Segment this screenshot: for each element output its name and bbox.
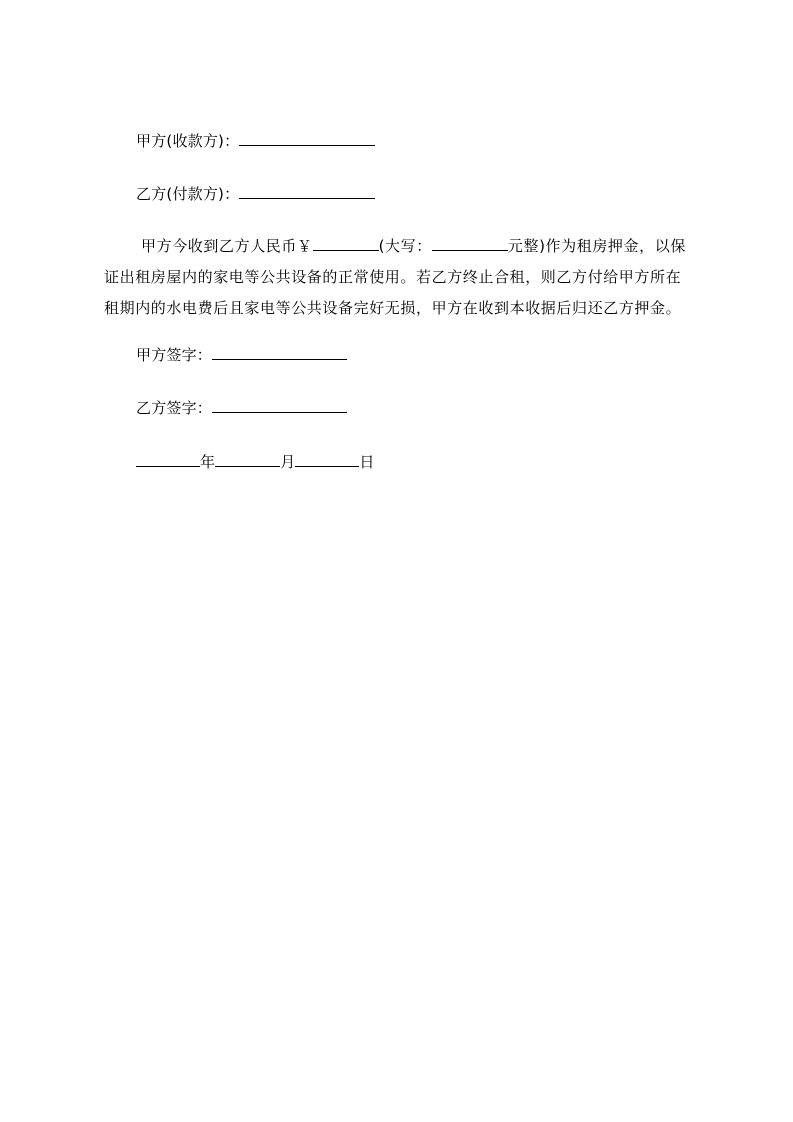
- day-label: 日: [359, 453, 375, 471]
- party-b-payer-label: 乙方(付款方)：: [136, 185, 240, 203]
- date-line: [136, 452, 375, 472]
- day-blank[interactable]: [295, 452, 359, 467]
- party-a-payee-blank[interactable]: [239, 131, 375, 146]
- party-a-payee-label: 甲方(收款方)：: [136, 132, 240, 150]
- body-text-1: 甲方今收到乙方人民币￥: [141, 237, 313, 255]
- signature-b-label: 乙方签字：: [136, 399, 213, 417]
- party-b-payer-line: [136, 184, 375, 204]
- signature-a-line: [136, 345, 347, 365]
- party-a-payee-line: [136, 131, 375, 151]
- amount-words-blank[interactable]: [432, 236, 508, 251]
- receipt-body-paragraph: [104, 231, 694, 324]
- month-label: 月: [280, 453, 296, 471]
- body-text-3: 元整)作为租房押金，以保证出租房屋内的家电等公共设备的正常使用。若乙方终止合租，则乙方付给甲方所在租期内的水电费后且家电等公共设备完好无损，甲方在收到本收据后归还乙方押金。: [104, 237, 686, 317]
- signature-a-label: 甲方签字：: [136, 346, 213, 364]
- signature-a-blank[interactable]: [212, 345, 347, 360]
- year-blank[interactable]: [136, 452, 200, 467]
- signature-b-line: [136, 398, 347, 418]
- amount-figures-blank[interactable]: [313, 236, 379, 251]
- month-blank[interactable]: [215, 452, 280, 467]
- party-b-payer-blank[interactable]: [239, 184, 375, 199]
- year-label: 年: [200, 453, 216, 471]
- signature-b-blank[interactable]: [212, 398, 347, 413]
- body-text-2: (大写：: [378, 237, 432, 255]
